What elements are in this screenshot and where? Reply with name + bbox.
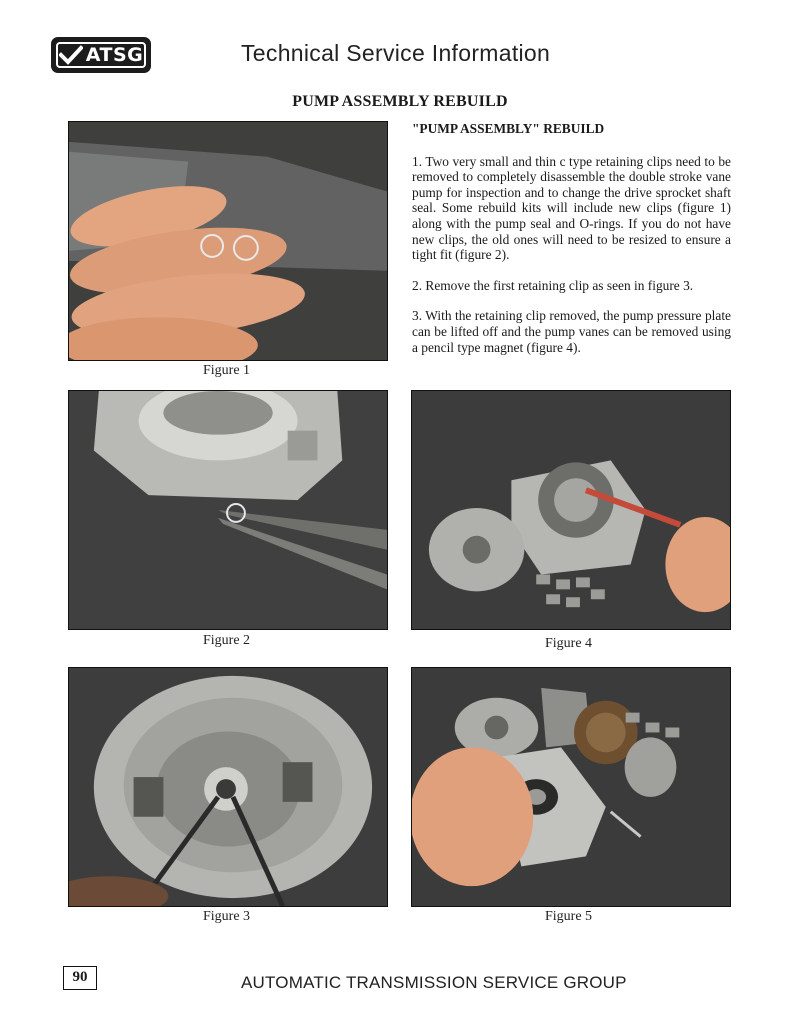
figure-4-caption: Figure 4 bbox=[545, 636, 593, 651]
instruction-text bbox=[412, 121, 731, 370]
figure-5-photo bbox=[411, 667, 731, 907]
figure-3-caption: Figure 3 bbox=[203, 909, 251, 924]
page-header-title: Technical Service Information bbox=[241, 40, 551, 66]
figure-2-caption: Figure 2 bbox=[203, 633, 251, 648]
page-number: 90 bbox=[63, 966, 97, 990]
figure-1-caption: Figure 1 bbox=[203, 363, 251, 378]
instruction-step-3: 3. With the retaining clip removed, the pump pressure plate can be lifted off and the pump vanes can be removed using a pencil type magnet (figure 4). bbox=[412, 308, 731, 355]
logo-text: ATSG bbox=[85, 44, 144, 66]
instruction-step-2: 2. Remove the first retaining clip as seen in figure 3. bbox=[412, 277, 694, 293]
figure-5-caption: Figure 5 bbox=[545, 909, 593, 924]
section-title: PUMP ASSEMBLY REBUILD bbox=[292, 93, 508, 110]
figure-3-photo bbox=[68, 667, 388, 907]
instruction-step-1: 1. Two very small and thin c type retaining clips need to be removed to completely disassemble the double stroke vane pump for inspection and to change the drive sprocket shaft seal. Some rebuild kits will include new clips (figure 1) along with the pump seal and O-rings. If you do not have new clips, the old ones will need to be resized to ensure a tight fit (figure 2). bbox=[412, 153, 731, 263]
page-footer: AUTOMATIC TRANSMISSION SERVICE GROUP bbox=[241, 973, 627, 992]
figure-4-photo bbox=[411, 390, 731, 630]
checkmark-icon bbox=[59, 45, 83, 65]
instruction-heading: "PUMP ASSEMBLY" REBUILD bbox=[412, 121, 605, 136]
figure-1-photo bbox=[68, 121, 388, 361]
figure-2-photo bbox=[68, 390, 388, 630]
atsg-logo bbox=[51, 37, 151, 73]
